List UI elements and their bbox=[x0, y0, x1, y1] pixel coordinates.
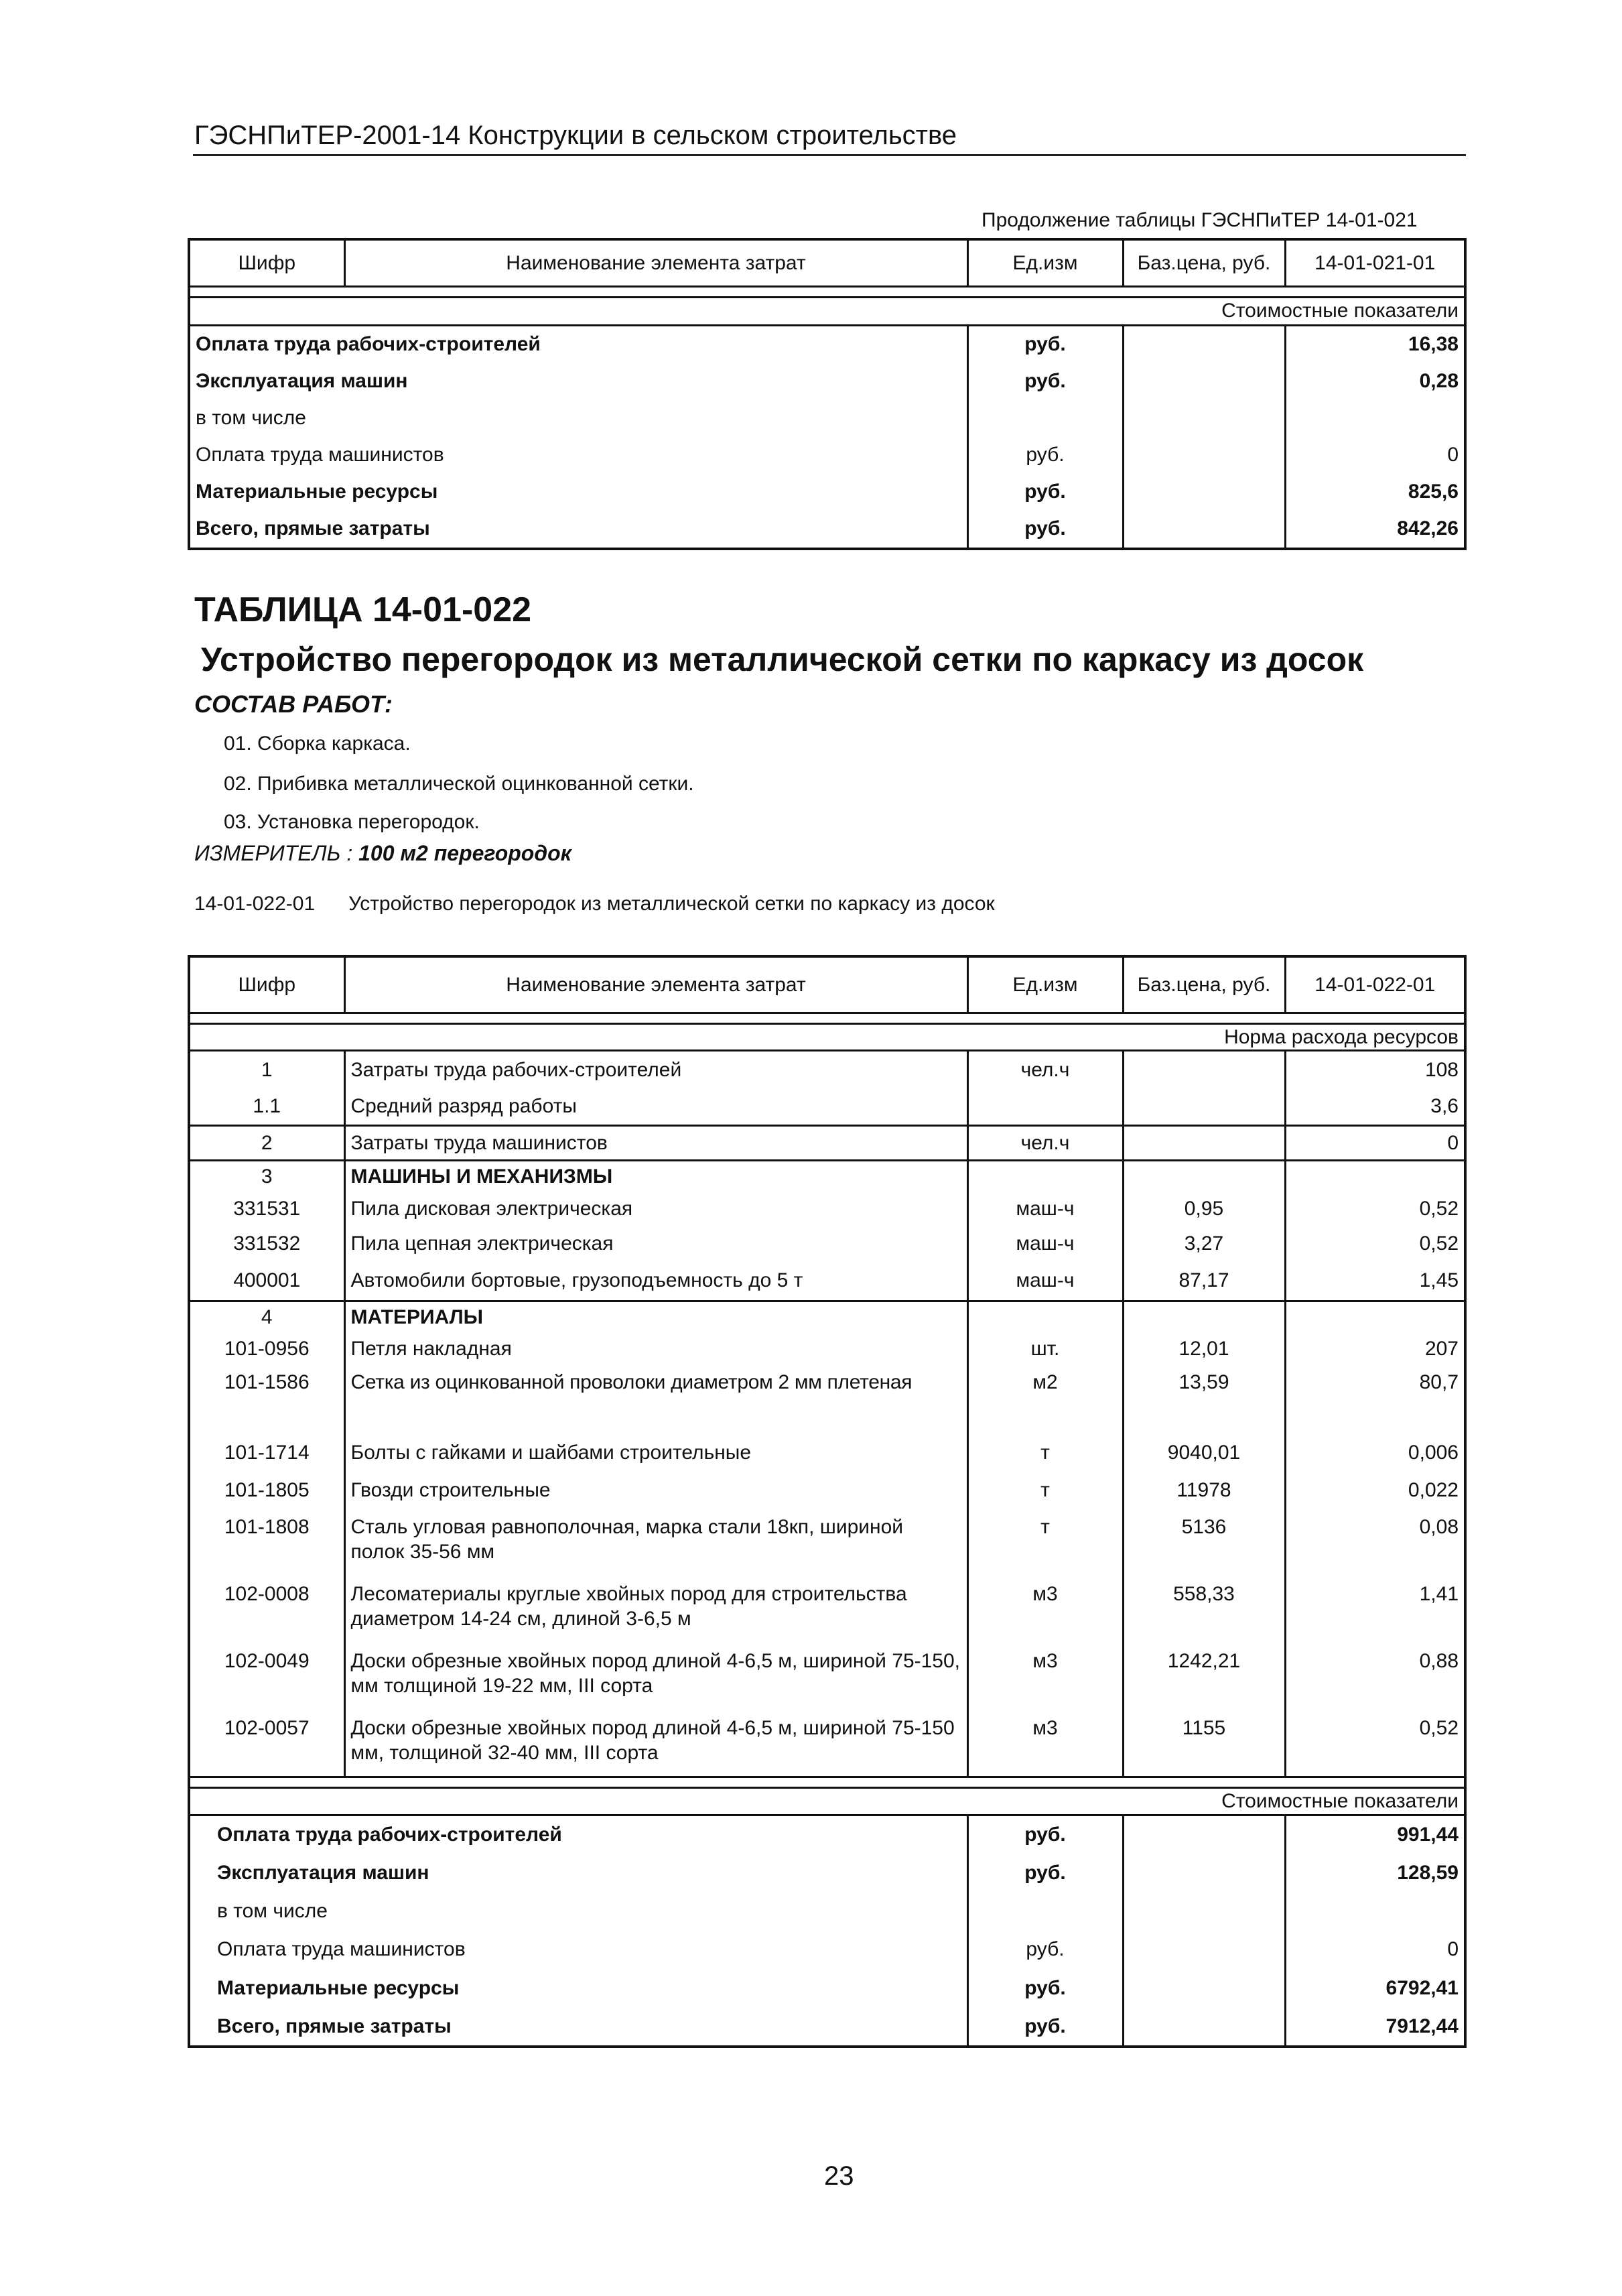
row-value bbox=[1285, 1301, 1465, 1332]
spacer-row bbox=[189, 1777, 1465, 1788]
measure-label: ИЗМЕРИТЕЛЬ : bbox=[194, 841, 353, 865]
cost-row-unit: руб. bbox=[967, 1969, 1123, 2008]
cost-row-value: 0 bbox=[1285, 437, 1465, 474]
row-price: 1155 bbox=[1123, 1713, 1285, 1777]
row-price: 9040,01 bbox=[1123, 1434, 1285, 1472]
row-unit: т bbox=[967, 1509, 1123, 1579]
col-header-code: Шифр bbox=[189, 239, 344, 286]
row-value: 0,52 bbox=[1285, 1226, 1465, 1261]
cost-row-unit: руб. bbox=[967, 1815, 1123, 1854]
row-value: 3,6 bbox=[1285, 1088, 1465, 1126]
row-value: 1,41 bbox=[1285, 1579, 1465, 1646]
row-value: 80,7 bbox=[1285, 1366, 1465, 1399]
row-name: Доски обрезные хвойных пород длиной 4-6,5 м, шириной 75-150 мм, толщиной 32-40 мм, III сорта bbox=[344, 1713, 967, 1777]
cost-row-name: Оплата труда машинистов bbox=[217, 1938, 466, 1961]
cost-row-value: 7912,44 bbox=[1285, 2008, 1465, 2047]
row-price: 13,59 bbox=[1123, 1366, 1285, 1399]
row-value: 0,08 bbox=[1285, 1509, 1465, 1579]
row-code: 1 bbox=[261, 1058, 273, 1081]
row-code: 1.1 bbox=[253, 1095, 281, 1117]
row-code: 101-1714 bbox=[224, 1441, 310, 1464]
cost-rows-1 bbox=[189, 325, 1465, 549]
row-name: Автомобили бортовые, грузоподъемность до 5 т bbox=[344, 1261, 967, 1301]
cost-row-name: Всего, прямые затраты bbox=[196, 517, 430, 540]
row-code: 101-0956 bbox=[224, 1337, 310, 1360]
measure-unit bbox=[194, 841, 571, 866]
row-value: 0,022 bbox=[1285, 1472, 1465, 1509]
row-unit: маш-ч bbox=[967, 1226, 1123, 1261]
row-code: 101-1805 bbox=[224, 1478, 310, 1501]
cost-row-price bbox=[1123, 400, 1285, 437]
row-name: Пила дисковая электрическая bbox=[344, 1192, 967, 1226]
cost-row-value: 128,59 bbox=[1285, 1854, 1465, 1893]
row-unit: м3 bbox=[967, 1579, 1123, 1646]
row-unit: маш-ч bbox=[967, 1261, 1123, 1301]
row-unit: м3 bbox=[967, 1646, 1123, 1713]
spacer-row bbox=[189, 286, 1465, 297]
cost-table-1 bbox=[188, 238, 1467, 550]
work-composition-label: СОСТАВ РАБОТ: bbox=[194, 690, 393, 718]
continuation-note: Продолжение таблицы ГЭСНПиТЕР 14-01-021 bbox=[982, 209, 1418, 231]
row-price: 0,95 bbox=[1123, 1192, 1285, 1226]
row-unit: т bbox=[967, 1434, 1123, 1472]
row-code: 3 bbox=[189, 1161, 344, 1192]
cost-row-name: Оплата труда рабочих-строителей bbox=[196, 333, 541, 356]
row-price: 3,27 bbox=[1123, 1226, 1285, 1261]
row-price: 558,33 bbox=[1123, 1579, 1285, 1646]
row-name: Болты с гайками и шайбами строительные bbox=[344, 1434, 967, 1472]
row-unit bbox=[967, 1301, 1123, 1332]
row-code: 331531 bbox=[233, 1197, 301, 1220]
row-unit: м3 bbox=[967, 1713, 1123, 1777]
row-price bbox=[1123, 1161, 1285, 1192]
row-code: 4 bbox=[189, 1301, 344, 1332]
cost-row-value: 0,28 bbox=[1285, 363, 1465, 400]
row-code: 102-0008 bbox=[224, 1582, 310, 1605]
row-price: 5136 bbox=[1123, 1509, 1285, 1579]
cost-row-value: 842,26 bbox=[1285, 511, 1465, 549]
row-value: 0,52 bbox=[1285, 1192, 1465, 1226]
row-unit: чел.ч bbox=[967, 1126, 1123, 1161]
row-value: 0 bbox=[1285, 1126, 1465, 1161]
row-code: 331532 bbox=[233, 1232, 301, 1255]
row-value: 108 bbox=[1285, 1051, 1465, 1088]
operation-item: 03. Установка перегородок. bbox=[224, 811, 480, 833]
cost-row-unit: руб. bbox=[967, 2008, 1123, 2047]
operation-item: 02. Прибивка металлической оцинкованной сетки. bbox=[224, 773, 694, 795]
table-14-01-021-continued bbox=[188, 238, 1464, 550]
row-value: 0,88 bbox=[1285, 1646, 1465, 1713]
norm-label: Норма расхода ресурсов bbox=[189, 1023, 1465, 1051]
resource-table bbox=[188, 955, 1467, 2048]
row-code: 400001 bbox=[233, 1269, 301, 1291]
row-price bbox=[1123, 1051, 1285, 1088]
row-unit: шт. bbox=[967, 1332, 1123, 1366]
cost-row-unit bbox=[967, 400, 1123, 437]
cost-row-price bbox=[1123, 1854, 1285, 1893]
row-price: 87,17 bbox=[1123, 1261, 1285, 1301]
cost-row-name: Материальные ресурсы bbox=[196, 481, 438, 503]
cost-row-unit bbox=[967, 1893, 1123, 1930]
cost-row-unit: руб. bbox=[967, 325, 1123, 363]
row-name: Лесоматериалы круглые хвойных пород для строительства диаметром 14-24 см, длиной 3-6,5 м bbox=[344, 1579, 967, 1646]
cost-row-value: 16,38 bbox=[1285, 325, 1465, 363]
cost-row-name: Оплата труда рабочих-строителей bbox=[217, 1824, 562, 1846]
cost-row-price bbox=[1123, 1969, 1285, 2008]
row-unit bbox=[967, 1088, 1123, 1126]
table-title: ТАБЛИЦА 14-01-022 bbox=[194, 590, 532, 629]
row-price: 12,01 bbox=[1123, 1332, 1285, 1366]
row-code: 102-0049 bbox=[224, 1649, 310, 1672]
row-value: 0,006 bbox=[1285, 1434, 1465, 1472]
cost-label: Стоимостные показатели bbox=[189, 1788, 1465, 1815]
row-price bbox=[1123, 1301, 1285, 1332]
row-price bbox=[1123, 1088, 1285, 1126]
operation-item: 01. Сборка каркаса. bbox=[224, 732, 411, 755]
cost-row-unit: руб. bbox=[967, 511, 1123, 549]
cost-row-unit: руб. bbox=[967, 363, 1123, 400]
table-14-01-022 bbox=[188, 955, 1464, 2048]
cost-row-price bbox=[1123, 1893, 1285, 1930]
spacer-row bbox=[189, 1013, 1465, 1023]
row-price bbox=[1123, 1126, 1285, 1161]
table-subtitle: Устройство перегородок из металлической сетки по каркасу из досок bbox=[201, 641, 1364, 678]
row-name: Петля накладная bbox=[344, 1332, 967, 1366]
col-header-value: 14-01-022-01 bbox=[1285, 956, 1465, 1013]
cost-row-price bbox=[1123, 2008, 1285, 2047]
norm-name: Устройство перегородок из металлической сетки по каркасу из досок bbox=[348, 893, 995, 915]
row-value: 207 bbox=[1285, 1332, 1465, 1366]
row-code: 2 bbox=[189, 1126, 344, 1161]
row-name: Доски обрезные хвойных пород длиной 4-6,5 м, шириной 75-150, мм толщиной 19-22 мм, III сорта bbox=[344, 1646, 967, 1713]
row-name: Сетка из оцинкованной проволоки диаметром 2 мм плетеная bbox=[344, 1366, 967, 1399]
cost-row-value bbox=[1285, 1893, 1465, 1930]
norm-code-line bbox=[194, 893, 995, 915]
col-header-price: Баз.цена, руб. bbox=[1123, 239, 1285, 286]
row-code: 101-1586 bbox=[224, 1370, 310, 1393]
cost-row-price bbox=[1123, 1815, 1285, 1854]
measure-value: 100 м2 перегородок bbox=[358, 841, 571, 865]
col-header-unit: Ед.изм bbox=[967, 956, 1123, 1013]
row-value: 0,52 bbox=[1285, 1713, 1465, 1777]
row-unit bbox=[967, 1161, 1123, 1192]
row-price: 11978 bbox=[1123, 1472, 1285, 1509]
running-header: ГЭСНПиТЕР-2001-14 Конструкции в сельском строительстве bbox=[194, 121, 957, 150]
col-header-name: Наименование элемента затрат bbox=[344, 956, 967, 1013]
col-header-value: 14-01-021-01 bbox=[1285, 239, 1465, 286]
cost-row-price bbox=[1123, 363, 1285, 400]
row-value: 1,45 bbox=[1285, 1261, 1465, 1301]
row-name: МАШИНЫ И МЕХАНИЗМЫ bbox=[344, 1161, 967, 1192]
cost-row-price bbox=[1123, 325, 1285, 363]
cost-row-unit: руб. bbox=[967, 437, 1123, 474]
row-code: 102-0057 bbox=[224, 1716, 310, 1739]
cost-row-price bbox=[1123, 474, 1285, 511]
row-name: Средний разряд работы bbox=[344, 1088, 967, 1126]
cost-row-price bbox=[1123, 437, 1285, 474]
row-name: Сталь угловая равнополочная, марка стали 18кп, шириной полок 35-56 мм bbox=[344, 1509, 967, 1579]
cost-row-value: 6792,41 bbox=[1285, 1969, 1465, 2008]
row-name: Гвозди строительные bbox=[344, 1472, 967, 1509]
cost-row-name: Материальные ресурсы bbox=[217, 1977, 460, 2000]
cost-row-value: 991,44 bbox=[1285, 1815, 1465, 1854]
cost-row-value bbox=[1285, 400, 1465, 437]
row-unit: т bbox=[967, 1472, 1123, 1509]
cost-row-unit: руб. bbox=[967, 1930, 1123, 1969]
section-label: Стоимостные показатели bbox=[189, 297, 1465, 325]
row-name: Затраты труда рабочих-строителей bbox=[344, 1051, 967, 1088]
row-name: Пила цепная электрическая bbox=[344, 1226, 967, 1261]
norm-code: 14-01-022-01 bbox=[194, 893, 316, 915]
row-name: МАТЕРИАЛЫ bbox=[344, 1301, 967, 1332]
cost-row-name: Эксплуатация машин bbox=[217, 1862, 429, 1885]
row-unit: маш-ч bbox=[967, 1192, 1123, 1226]
cost-row-price bbox=[1123, 511, 1285, 549]
row-price: 1242,21 bbox=[1123, 1646, 1285, 1713]
cost-row-name: в том числе bbox=[196, 407, 306, 430]
header-rule bbox=[193, 154, 1466, 156]
col-header-code: Шифр bbox=[189, 956, 344, 1013]
row-name: Затраты труда машинистов bbox=[344, 1126, 967, 1161]
cost-row-name: в том числе bbox=[217, 1900, 328, 1923]
cost-row-name: Всего, прямые затраты bbox=[217, 2015, 452, 2038]
cost-row-value: 0 bbox=[1285, 1930, 1465, 1969]
cost-row-unit: руб. bbox=[967, 474, 1123, 511]
cost-row-price bbox=[1123, 1930, 1285, 1969]
col-header-name: Наименование элемента затрат bbox=[344, 239, 967, 286]
cost-row-name: Оплата труда машинистов bbox=[196, 444, 444, 466]
page-number: 23 bbox=[824, 2161, 854, 2191]
col-header-unit: Ед.изм bbox=[967, 239, 1123, 286]
cost-row-value: 825,6 bbox=[1285, 474, 1465, 511]
row-unit: чел.ч bbox=[967, 1051, 1123, 1088]
cost-row-unit: руб. bbox=[967, 1854, 1123, 1893]
row-unit: м2 bbox=[967, 1366, 1123, 1399]
row-value bbox=[1285, 1161, 1465, 1192]
cost-row-name: Эксплуатация машин bbox=[196, 370, 408, 393]
row-code: 101-1808 bbox=[224, 1515, 310, 1538]
col-header-price: Баз.цена, руб. bbox=[1123, 956, 1285, 1013]
